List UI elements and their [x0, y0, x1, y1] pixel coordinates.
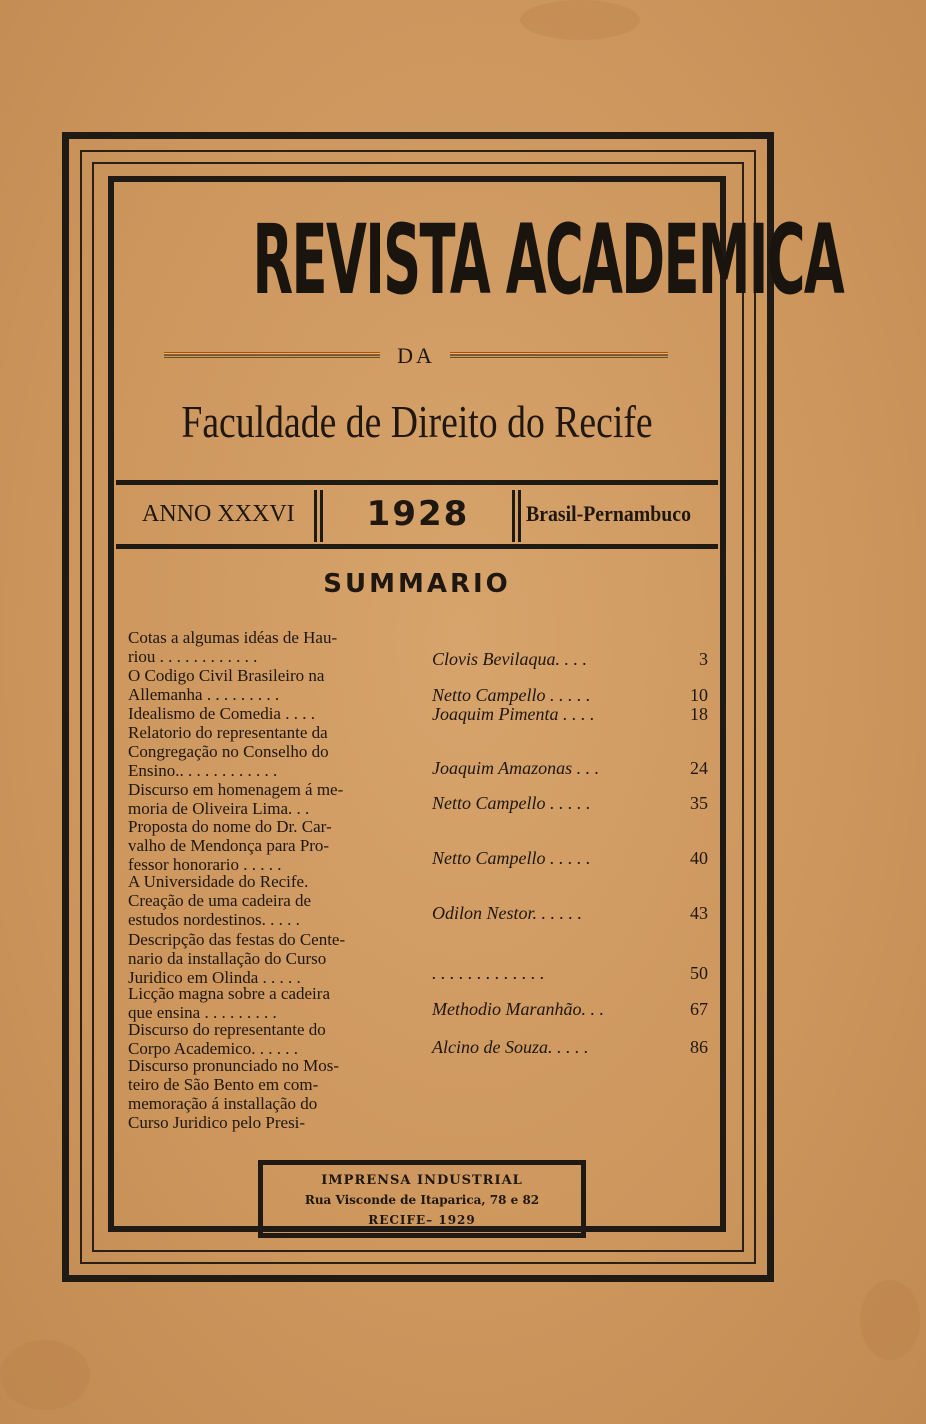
- paper-stain: [860, 1280, 920, 1360]
- toc-entry-page: 3: [699, 649, 708, 669]
- info-bar-top-rule: [116, 480, 718, 485]
- place-label: Brasil-Pernambuco: [526, 501, 691, 526]
- toc-entry-author: Netto Campello . . . . .: [432, 685, 591, 705]
- toc-entry-title: Relatorio do representante da Congregação no Conselho do Ensino.. . . . . . . . . . . .: [128, 723, 329, 780]
- toc-entry-title: Cotas a algumas idéas de Hau- riou . . . . . . . . . . . .: [128, 628, 338, 666]
- toc-entry-author: Netto Campello . . . . .: [432, 848, 591, 868]
- toc-entry-author: Joaquim Pimenta . . . .: [432, 704, 595, 724]
- paper-stain: [520, 0, 640, 40]
- summary-heading: SUMMARIO: [323, 569, 511, 599]
- imprint-publisher: IMPRENSA INDUSTRIAL: [321, 1173, 523, 1188]
- toc-entry-title: Discurso pronunciado no Mos- teiro de São Bento em com- memoração á installação do Curso Juridico pelo Presi-: [128, 1056, 340, 1132]
- toc-entry-author: Clovis Bevilaqua. . . .: [432, 649, 587, 669]
- toc-entry-page: 43: [690, 903, 708, 923]
- journal-title: REVISTA ACADEMICA: [252, 204, 844, 316]
- toc-entry-title: Proposta do nome do Dr. Car- valho de Mendonça para Pro- fessor honorario . . . . .: [128, 817, 332, 874]
- toc-entry-author: Methodio Maranhão. . .: [432, 999, 604, 1019]
- toc-entry-page: 18: [690, 704, 708, 724]
- toc-entry-title: Idealismo de Comedia . . . .: [128, 704, 315, 723]
- year-label: 1928: [366, 494, 470, 534]
- toc-entry-page: 24: [690, 758, 708, 778]
- volume-label: ANNO XXXVI: [142, 501, 295, 527]
- connector-row: [160, 342, 672, 370]
- toc-entry-page: 35: [690, 793, 708, 813]
- toc-entry-author: . . . . . . . . . . . . .: [432, 963, 545, 983]
- toc-entry-author: Joaquim Amazonas . . .: [432, 758, 600, 778]
- toc-entry-title: O Codigo Civil Brasileiro na Allemanha . . . . . . . . .: [128, 666, 325, 704]
- imprint-box: [258, 1160, 586, 1238]
- toc-entry-title: Discurso em homenagem á me- moria de Oliveira Lima. . .: [128, 780, 344, 818]
- imprint-address: Rua Visconde de Itaparica, 78 e 82: [304, 1193, 540, 1207]
- toc-entry-author: Odilon Nestor. . . . . .: [432, 903, 583, 923]
- connector-text: DA: [397, 343, 435, 368]
- info-bar-bottom-rule: [116, 544, 718, 549]
- toc-entry-author: Netto Campello . . . . .: [432, 793, 591, 813]
- info-divider: [320, 490, 323, 542]
- toc-entry-page: 40: [690, 848, 708, 868]
- ornamental-rule: [450, 352, 668, 358]
- toc-entry-page: 10: [690, 685, 708, 705]
- toc-entry-title: Descripção das festas do Cente- nario da installação do Curso Juridico em Olinda . . . . .: [128, 930, 346, 987]
- info-divider: [512, 490, 515, 542]
- imprint-city-year: RECIFE– 1929: [368, 1213, 476, 1227]
- paper-stain: [0, 1340, 90, 1410]
- toc-entry-page: 67: [690, 999, 708, 1019]
- toc-entry-page: 86: [690, 1037, 708, 1057]
- toc-entry-title: Licção magna sobre a cadeira que ensina . . . . . . . . .: [128, 984, 330, 1022]
- toc-entry-page: 50: [690, 963, 708, 983]
- info-divider: [518, 490, 521, 542]
- journal-subtitle: Faculdade de Direito do Recife: [181, 396, 653, 447]
- toc-entry-author: Alcino de Souza. . . . .: [432, 1037, 589, 1057]
- toc-entry-title: A Universidade do Recife. Creação de uma cadeira de estudos nordestinos. . . . .: [128, 872, 312, 929]
- toc-entry-title: Discurso do representante do Corpo Academico. . . . . .: [128, 1020, 326, 1058]
- info-divider: [314, 490, 317, 542]
